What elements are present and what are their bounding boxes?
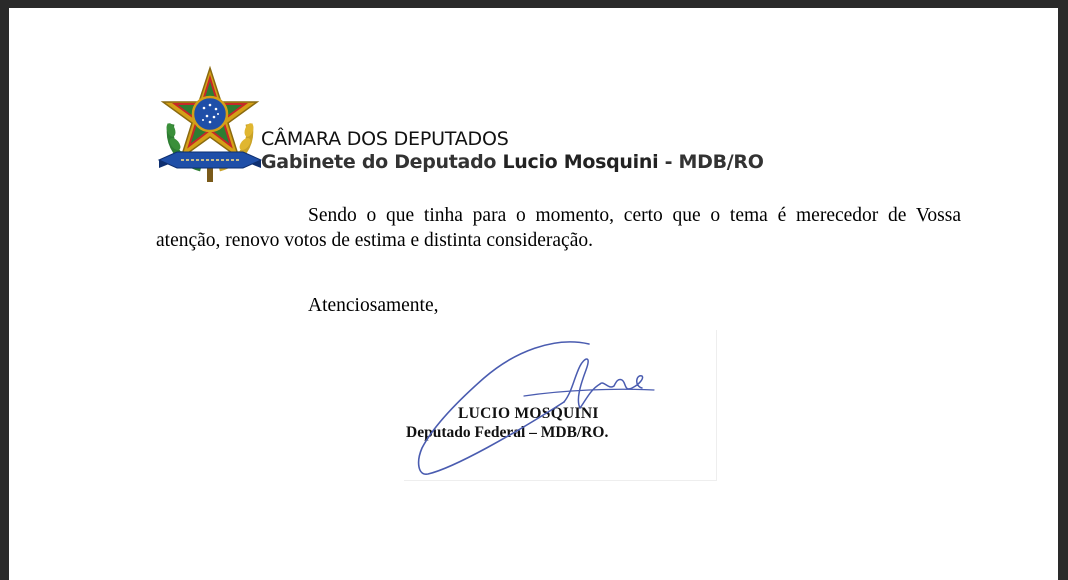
institution-title: CÂMARA DOS DEPUTADOS <box>261 128 509 150</box>
office-subtitle <box>261 151 764 173</box>
coat-of-arms-icon <box>157 64 263 186</box>
office-prefix: Gabinete do Deputado <box>261 151 497 173</box>
letter-body: Sendo o que tinha para o momento, certo que o tema é merecedor de Vossa atenção, renovo votos de estima e distinta consideração. <box>156 205 961 251</box>
document-page <box>9 8 1058 580</box>
office-suffix: - MDB/RO <box>664 151 764 173</box>
signatory-name: LUCIO MOSQUINI <box>458 405 599 422</box>
signatory-role: Deputado Federal – MDB/RO. <box>406 424 609 441</box>
deputy-name: Lucio Mosquini <box>502 151 659 173</box>
letter-closing: Atenciosamente, <box>308 295 439 316</box>
signature-block <box>404 330 717 481</box>
handwritten-signature <box>404 330 716 480</box>
